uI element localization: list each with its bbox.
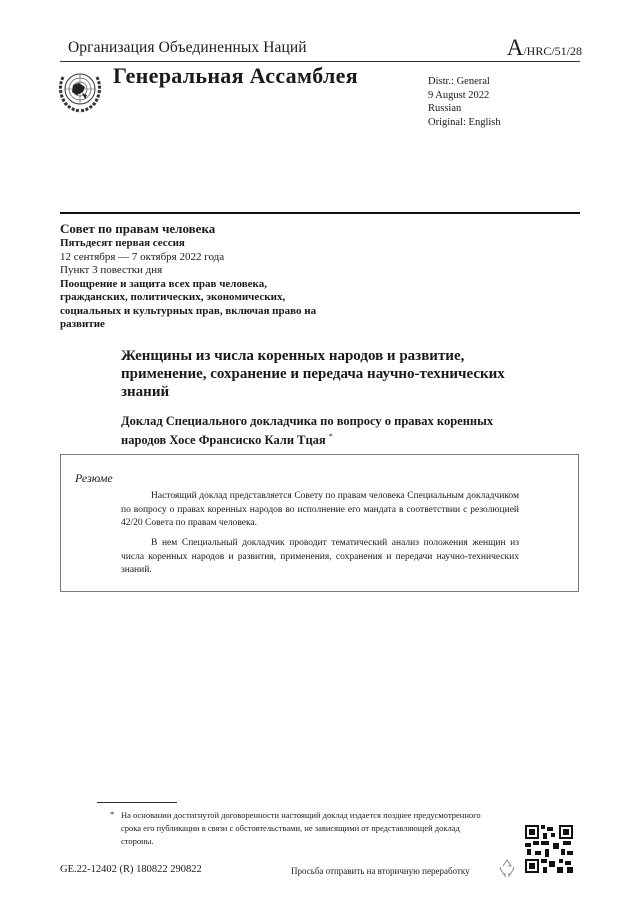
agenda-item: Пункт 3 повестки дня <box>60 264 163 276</box>
document-meta <box>428 75 501 129</box>
header-rule <box>60 61 580 62</box>
council-name: Совет по правам человека <box>60 221 216 236</box>
footnote-marker[interactable]: * <box>328 432 333 441</box>
summary-heading: Резюме <box>75 471 113 485</box>
session-name: Пятьдесят первая сессия <box>60 237 185 249</box>
summary-paragraph-2: В нем Специальный докладчик проводит тематический анализ положения женщин из числа коренных народов и развития, применения, сохранения и передачи научно-технических знаний. <box>121 538 519 575</box>
section-rule <box>60 212 580 214</box>
summary-paragraph-1: Настоящий доклад представляется Совету по правам человека Специальным докладчиком по вопросу о правах коренных народов во исполнение его мандата в соответствии с резолюцией 42/20 Совета по правам человека. <box>121 491 519 528</box>
footnote-marker: * <box>110 809 115 819</box>
organization-name: Организация Объединенных Наций <box>68 39 307 56</box>
body-title: Генеральная Ассамблея <box>113 63 358 88</box>
footnote-rule <box>97 802 177 803</box>
symbol-prefix: A <box>506 35 524 60</box>
recycle-text: Просьба отправить на вторичную переработку <box>291 866 470 876</box>
qr-code-icon <box>525 825 573 873</box>
job-number: GE.22-12402 (R) 180822 290822 <box>60 864 202 875</box>
original-language: Original: English <box>428 116 501 128</box>
document-subtitle <box>121 414 521 448</box>
symbol-suffix: /HRC/51/28 <box>523 44 582 58</box>
recycle-icon <box>497 858 517 878</box>
un-emblem-icon <box>55 65 105 115</box>
issue-date: 9 August 2022 <box>428 89 490 101</box>
agenda-title: Поощрение и защита всех прав человека, гражданских, политических, экономических, социальных и культурных прав, включая право на развитие <box>60 277 317 330</box>
footnote-text: На основании достигнутой договоренности настоящий доклад издается позднее предусмотренного срока его публикации в связи с обстоятельствами, не зависящими от представляющей доклад стороны. <box>121 810 481 846</box>
document-symbol <box>507 35 582 61</box>
subtitle-text: Доклад Специального докладчика по вопросу о правах коренных народов Хосе Франсиско Кали Тцая <box>121 414 494 448</box>
language: Russian <box>428 103 462 114</box>
session-dates: 12 сентября — 7 октября 2022 года <box>60 250 225 263</box>
distribution: Distr.: General <box>428 76 490 87</box>
document-title: Женщины из числа коренных народов и развитие, применение, сохранение и передача научно-технических знаний <box>121 348 505 400</box>
session-info <box>60 221 320 332</box>
